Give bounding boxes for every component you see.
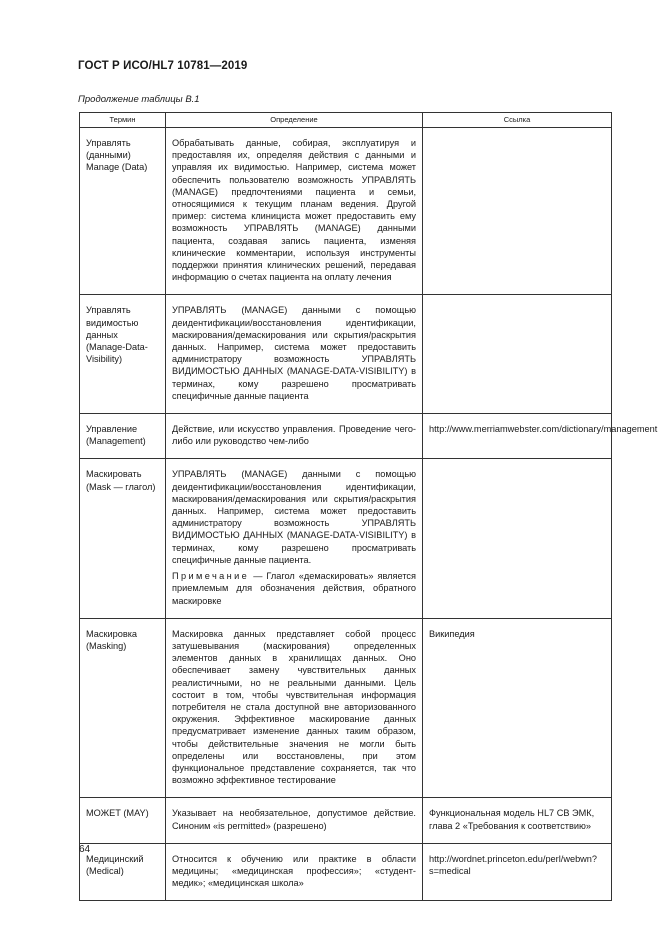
definition-text: Действие, или искусство управления. Проведение чего-либо или руководство чем-либо [172,424,416,447]
table-row [80,295,612,414]
reference-cell [423,295,612,414]
reference-cell: http://wordnet.princeton.edu/perl/webwn?s=medical [423,843,612,901]
definition-cell [166,618,423,798]
reference-cell [423,459,612,618]
term-cell: Управлять видимостью данных (Manage-Data-Visibility) [80,295,166,414]
definition-cell [166,459,423,618]
definition-cell [166,414,423,459]
column-header-definition: Определение [166,113,423,128]
note-label: Примечание [172,571,250,582]
definition-cell [166,798,423,843]
column-header-reference: Ссылка [423,113,612,128]
table-row [80,128,612,295]
term-cell: Маскировать (Mask — глагол) [80,459,166,618]
reference-cell: Функциональная модель HL7 СВ ЭМК, глава 2 «Требования к соответствию» [423,798,612,843]
note [172,570,416,607]
term-cell: Медицинский (Medical) [80,843,166,901]
table-caption: Продолжение таблицы B.1 [78,94,200,105]
table-header-row [80,113,612,128]
reference-cell: Википедия [423,618,612,798]
column-header-term: Термин [80,113,166,128]
page-number: 64 [79,844,91,855]
term-cell: Управлять (данными) Manage (Data) [80,128,166,295]
definition-text: УПРАВЛЯТЬ (MANAGE) данными с помощью деидентификации/восстановления идентификации, маскирования/демаскирования или скрытия/раскрытия данных. Например, система может предоставить администратору возможность УПРАВЛЯТЬ ВИДИМОСТЬЮ ДАННЫХ (MANAGE-DATA-VISIBILITY) в терминах, кому разрешено просматривать специфичные данные пациента. [172,469,416,565]
definition-cell [166,295,423,414]
document-header: ГОСТ Р ИСО/HL7 10781—2019 [78,60,248,72]
term-cell: Управление (Management) [80,414,166,459]
definition-text: Маскировка данных представляет собой процесс затушевывания (маскирования) определенных элементов данных в хранилищах данных. Оно обеспечивает замену чувствительных данных реалистичными, но не реальными данными. Цель состоит в том, чтобы чувствительная информация потребителя не стала доступной вне авторизованного окружения. Эффективное маскирование данных предусматривает изменение данных таким образом, чтобы действительные значения не могли быть определены или восстановлены, при этом функциональное представление сохраняется, так что возможно эффективное тестирование [172,628,416,786]
definition-cell [166,843,423,901]
definition-text: Указывает на необязательное, допустимое действие. Синоним «is permitted» (разрешено) [172,808,416,831]
table-row [80,843,612,901]
table-row [80,414,612,459]
definition-text: Обрабатывать данные, собирая, эксплуатируя и предоставляя их, определяя действия с данными и управляя их видимостью. Например, система может обеспечить пользователю возможность УПРАВЛЯТЬ (MANAGE) предпочтениями пациента и семьи, относящимися к текущим планам ведения. Другой пример: система клинициста может предоставить ему возможность УПРАВЛЯТЬ (MANAGE) данными пациента, создавая запись пациента, изменяя клинические комментарии, используя инструменты поддержки принятия клинических решений, передавая информацию о счетах пациента на оплату лечения [172,138,416,283]
table-row [80,618,612,798]
term-cell: Маскировка (Masking) [80,618,166,798]
definition-text: Относится к обучению или практике в области медицины; «медицинская профессия»; «студент-медик»; «медицинская школа» [172,853,416,889]
term-cell: МОЖЕТ (MAY) [80,798,166,843]
table-row [80,459,612,618]
reference-cell: http://www.merriamwebster.com/dictionary/management [423,414,612,459]
definition-text: УПРАВЛЯТЬ (MANAGE) данными с помощью деидентификации/восстановления идентификации, маскирования/демаскирования или скрытия/раскрытия данных. Например, система может предоставить администратору возможность УПРАВЛЯТЬ ВИДИМОСТЬЮ ДАННЫХ (MANAGE-DATA-VISIBILITY) в терминах, кому разрешено просматривать специфичные данные пациента [172,305,416,401]
table-row [80,798,612,843]
note-text: — Глагол «демаскировать» является приемлемым для обозначения действия, обратного маскировке [172,571,416,606]
reference-cell [423,128,612,295]
definition-cell [166,128,423,295]
terms-table [79,112,658,901]
